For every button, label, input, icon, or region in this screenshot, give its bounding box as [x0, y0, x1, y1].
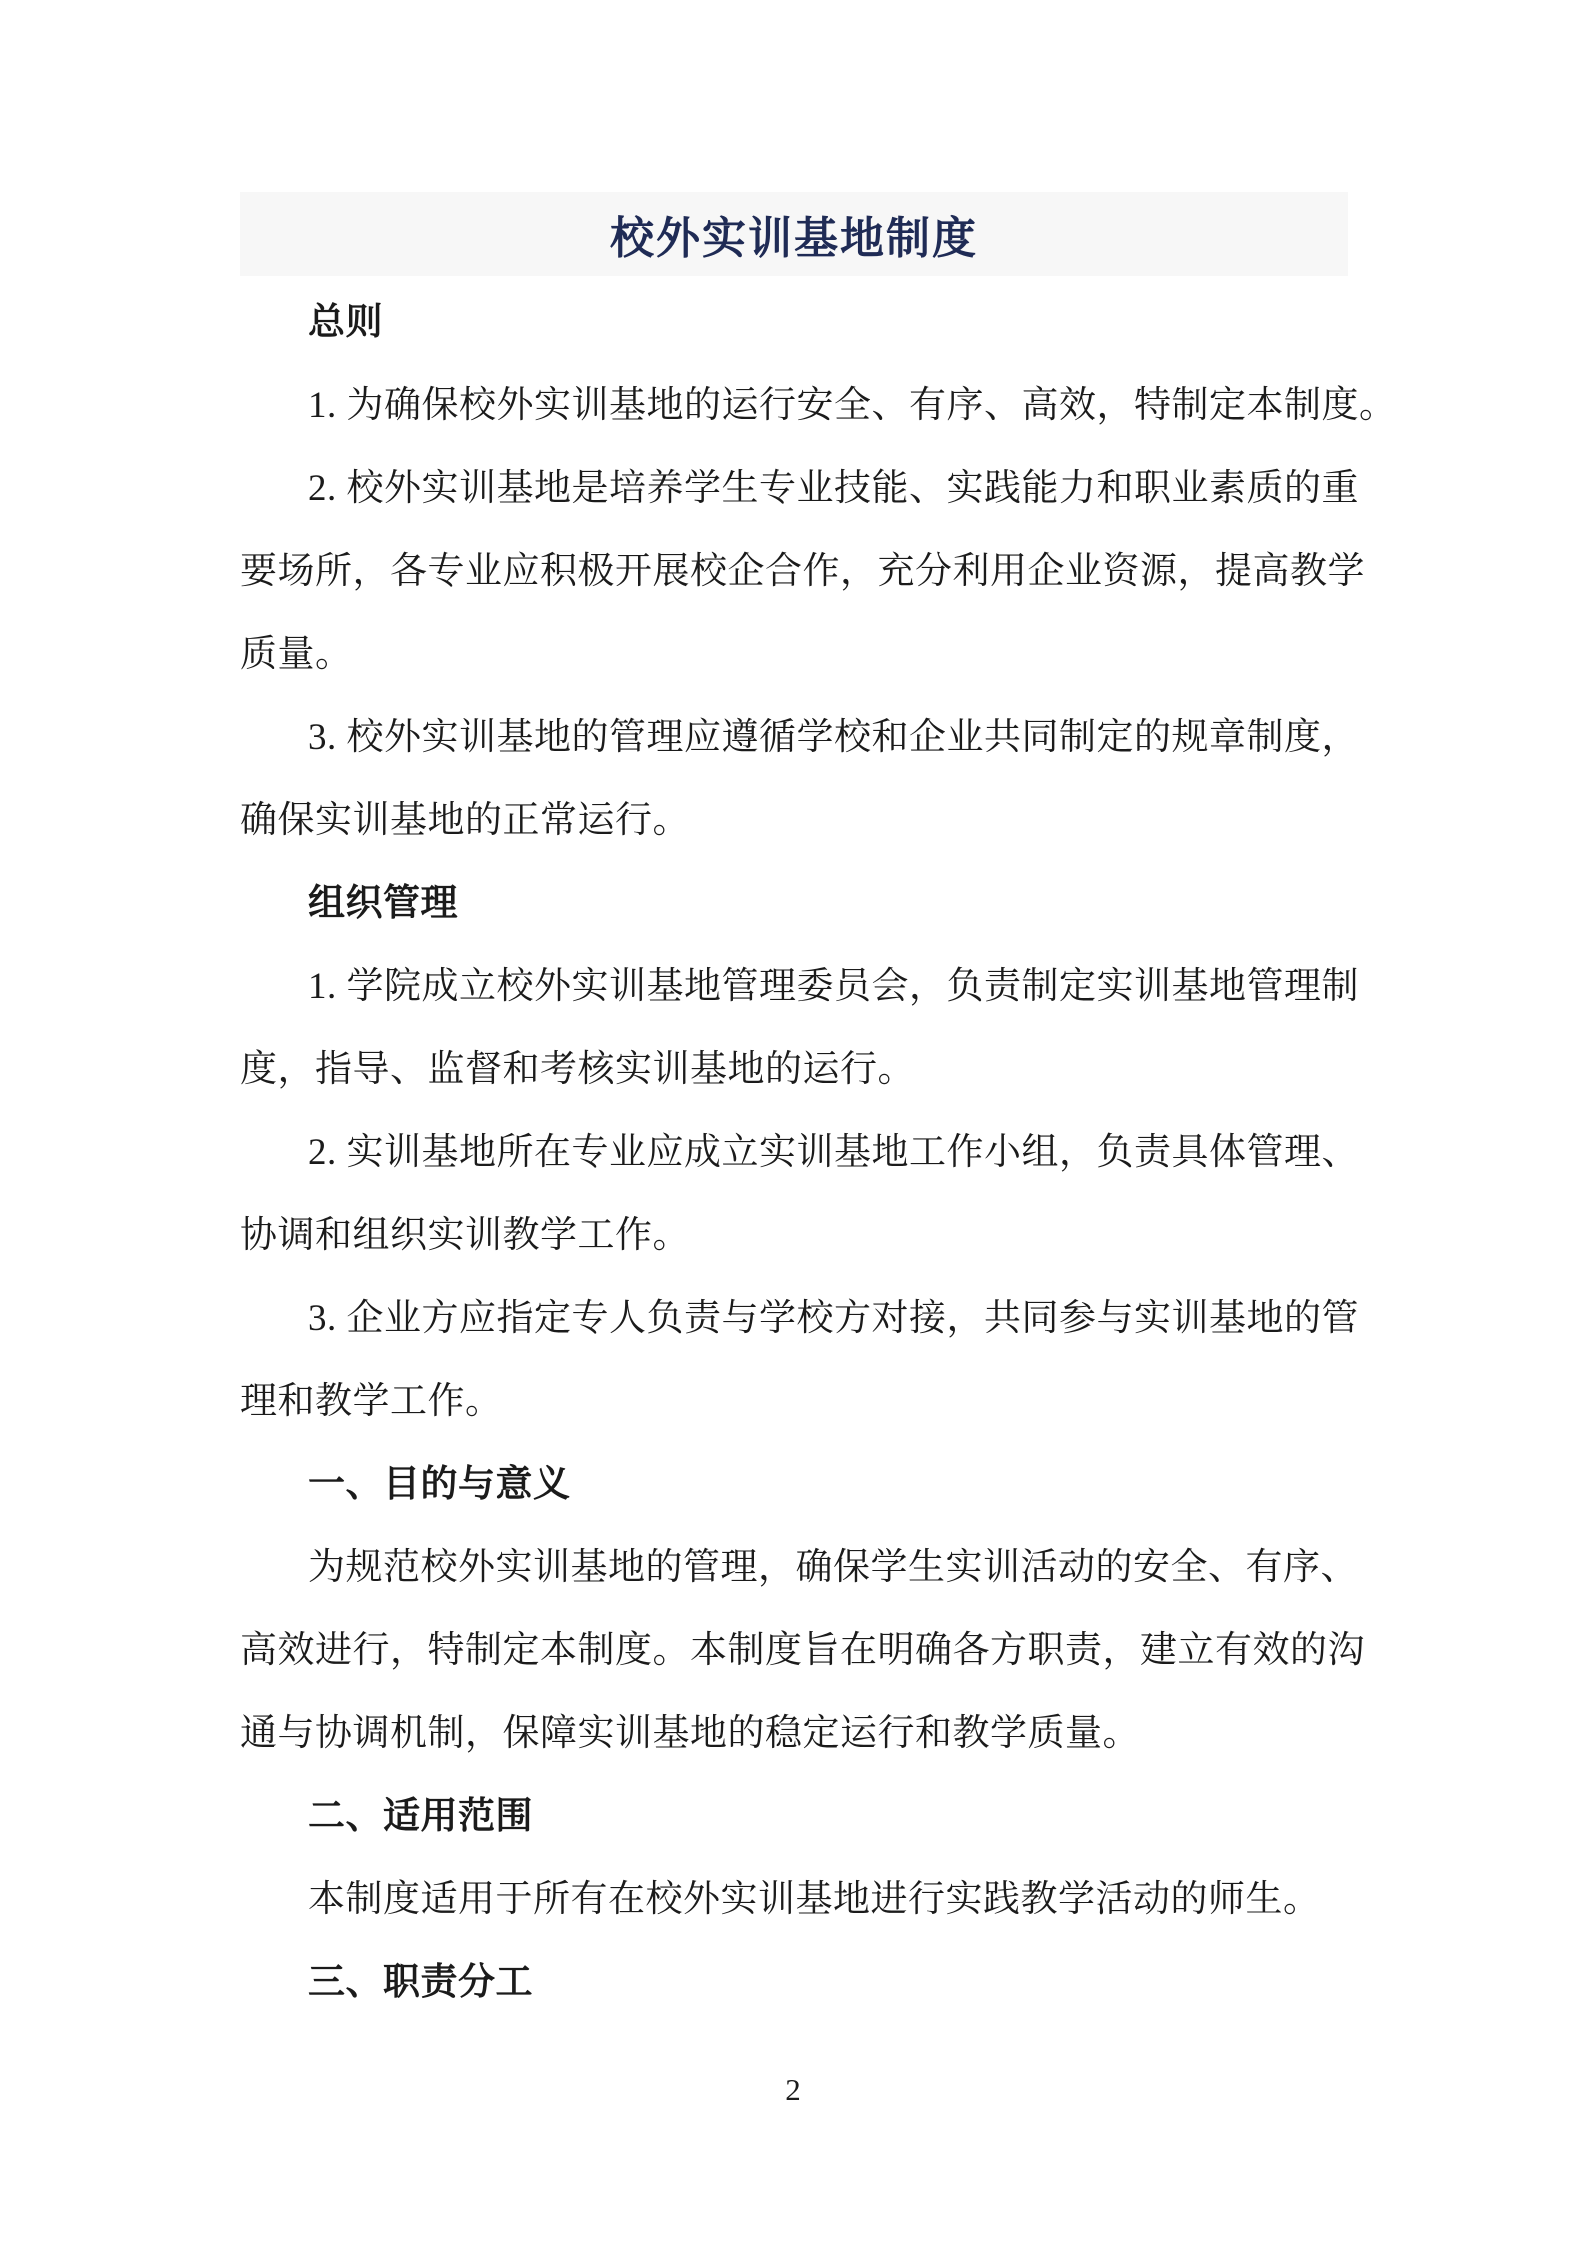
- document-body: [240, 276, 1397, 2019]
- heading-line: 总则: [308, 301, 383, 343]
- text-line: 1. 学院成立校外实训基地管理委员会，负责制定实训基地管理制: [308, 965, 1359, 1007]
- text-line: 确保实训基地的正常运行。: [240, 799, 690, 841]
- heading-line: 一、目的与意义: [308, 1463, 571, 1505]
- text-line: 2. 实训基地所在专业应成立实训基地工作小组，负责具体管理、: [308, 1131, 1359, 1173]
- text-line: 3. 校外实训基地的管理应遵循学校和企业共同制定的规章制度，: [308, 716, 1359, 758]
- text-line: 质量。: [240, 633, 353, 675]
- title-band: [240, 192, 1348, 276]
- text-line: 1. 为确保校外实训基地的运行安全、有序、高效，特制定本制度。: [308, 384, 1397, 426]
- text-line: 为规范校外实训基地的管理，确保学生实训活动的安全、有序、: [308, 1546, 1358, 1588]
- text-line: 3. 企业方应指定专人负责与学校方对接，共同参与实训基地的管: [308, 1297, 1359, 1339]
- heading-line: 三、职责分工: [308, 1961, 533, 2003]
- text-line: 要场所，各专业应积极开展校企合作，充分利用企业资源，提高教学: [240, 550, 1365, 592]
- document-title: 校外实训基地制度: [610, 214, 978, 263]
- text-line: 通与协调机制，保障实训基地的稳定运行和教学质量。: [240, 1712, 1140, 1754]
- text-line: 2. 校外实训基地是培养学生专业技能、实践能力和职业素质的重: [308, 467, 1359, 509]
- text-line: 协调和组织实训教学工作。: [240, 1214, 690, 1256]
- text-line: 度，指导、监督和考核实训基地的运行。: [240, 1048, 915, 1090]
- heading-line: 二、适用范围: [308, 1795, 533, 1837]
- heading-line: 组织管理: [308, 882, 458, 924]
- text-line: 理和教学工作。: [240, 1380, 503, 1422]
- text-line: 高效进行，特制定本制度。本制度旨在明确各方职责，建立有效的沟: [240, 1629, 1365, 1671]
- page-number: 2: [785, 2072, 801, 2107]
- text-line: 本制度适用于所有在校外实训基地进行实践教学活动的师生。: [308, 1878, 1321, 1920]
